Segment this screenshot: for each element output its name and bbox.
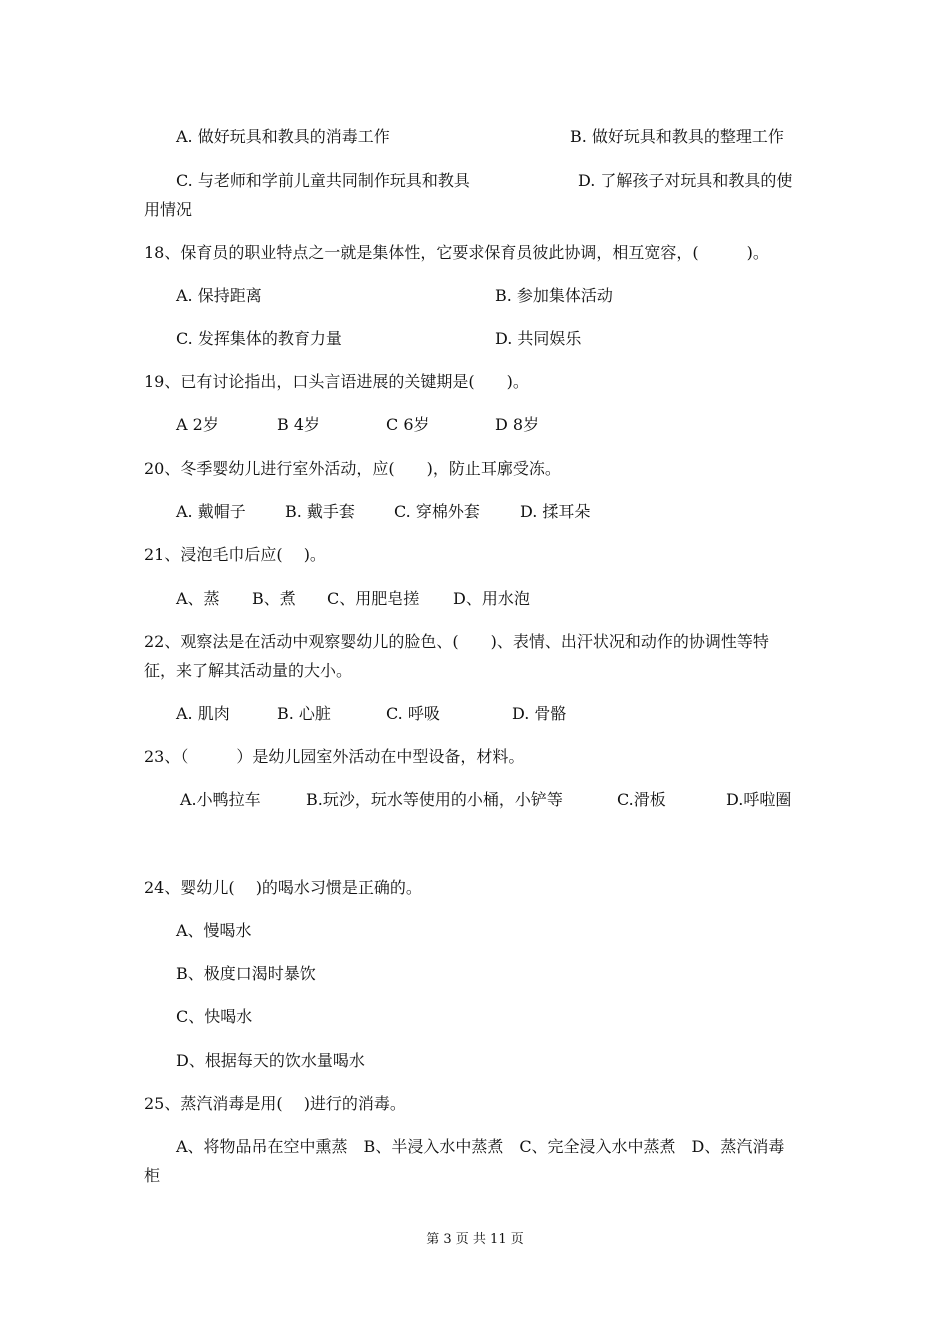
q19-option-b: B 4岁 [277,415,321,434]
q21-option-a: A、蒸 [176,589,220,608]
question-19-stem: 19、已有讨论指出，口头言语进展的关键期是( )。 [144,372,529,391]
question-20-stem: 20、冬季婴幼儿进行室外活动，应( )，防止耳廓受冻。 [144,459,561,478]
q23-option-c: C.滑板 [617,790,666,809]
q17-option-c: C. 与老师和学前儿童共同制作玩具和教具 [176,171,470,190]
q19-option-c: C 6岁 [386,415,430,434]
question-23-stem: 23、（ ）是幼儿园室外活动在中型设备，材料。 [144,747,525,766]
q21-option-c: C、用肥皂搓 [327,589,420,608]
q17-option-b: B. 做好玩具和教具的整理工作 [570,127,784,146]
q17-option-a: A. 做好玩具和教具的消毒工作 [176,127,390,146]
q23-option-a: A.小鸭拉车 [180,790,261,809]
q23-option-d: D.呼啦圈 [726,790,792,809]
q18-option-c: C. 发挥集体的教育力量 [176,329,342,348]
q20-option-c: C. 穿棉外套 [394,502,480,521]
q19-option-a: A 2岁 [176,415,219,434]
q22-option-d: D. 骨骼 [512,704,567,723]
q22-option-b: B. 心脏 [277,704,331,723]
q20-option-d: D. 揉耳朵 [520,502,591,521]
q25-options-continuation: 柜 [144,1166,161,1185]
question-21-stem: 21、浸泡毛巾后应( )。 [144,545,326,564]
q21-option-d: D、用水泡 [453,589,530,608]
q18-option-b: B. 参加集体活动 [495,286,613,305]
q17-option-d: D. 了解孩子对玩具和教具的使 [578,171,793,190]
q24-option-c: C、快喝水 [176,1007,253,1026]
q25-options: A、将物品吊在空中熏蒸 B、半浸入水中蒸煮 C、完全浸入水中蒸煮 D、蒸汽消毒 [176,1137,785,1156]
question-22-stem-continuation: 征，来了解其活动量的大小。 [144,661,353,680]
q24-option-b: B、极度口渴时暴饮 [176,964,316,983]
question-24-stem: 24、婴幼儿( )的喝水习惯是正确的。 [144,878,422,897]
q20-option-a: A. 戴帽子 [176,502,246,521]
q18-option-d: D. 共同娱乐 [495,329,582,348]
q21-option-b: B、煮 [252,589,296,608]
q20-option-b: B. 戴手套 [285,502,355,521]
question-18-stem: 18、保育员的职业特点之一就是集体性，它要求保育员彼此协调，相互宽容，( )。 [144,243,769,262]
question-22-stem: 22、观察法是在活动中观察婴幼儿的脸色、( )、表情、出汗状况和动作的协调性等特 [144,632,769,651]
q17-option-d-continuation: 用情况 [144,200,193,219]
q18-option-a: A. 保持距离 [176,286,262,305]
q22-option-a: A. 肌肉 [176,704,230,723]
q23-option-b: B.玩沙，玩水等使用的小桶，小铲等 [306,790,563,809]
page-number-footer: 第 3 页 共 11 页 [426,1232,524,1247]
q22-option-c: C. 呼吸 [386,704,440,723]
q24-option-d: D、根据每天的饮水量喝水 [176,1051,365,1070]
question-25-stem: 25、蒸汽消毒是用( )进行的消毒。 [144,1094,406,1113]
q19-option-d: D 8岁 [495,415,540,434]
q24-option-a: A、慢喝水 [176,921,252,940]
